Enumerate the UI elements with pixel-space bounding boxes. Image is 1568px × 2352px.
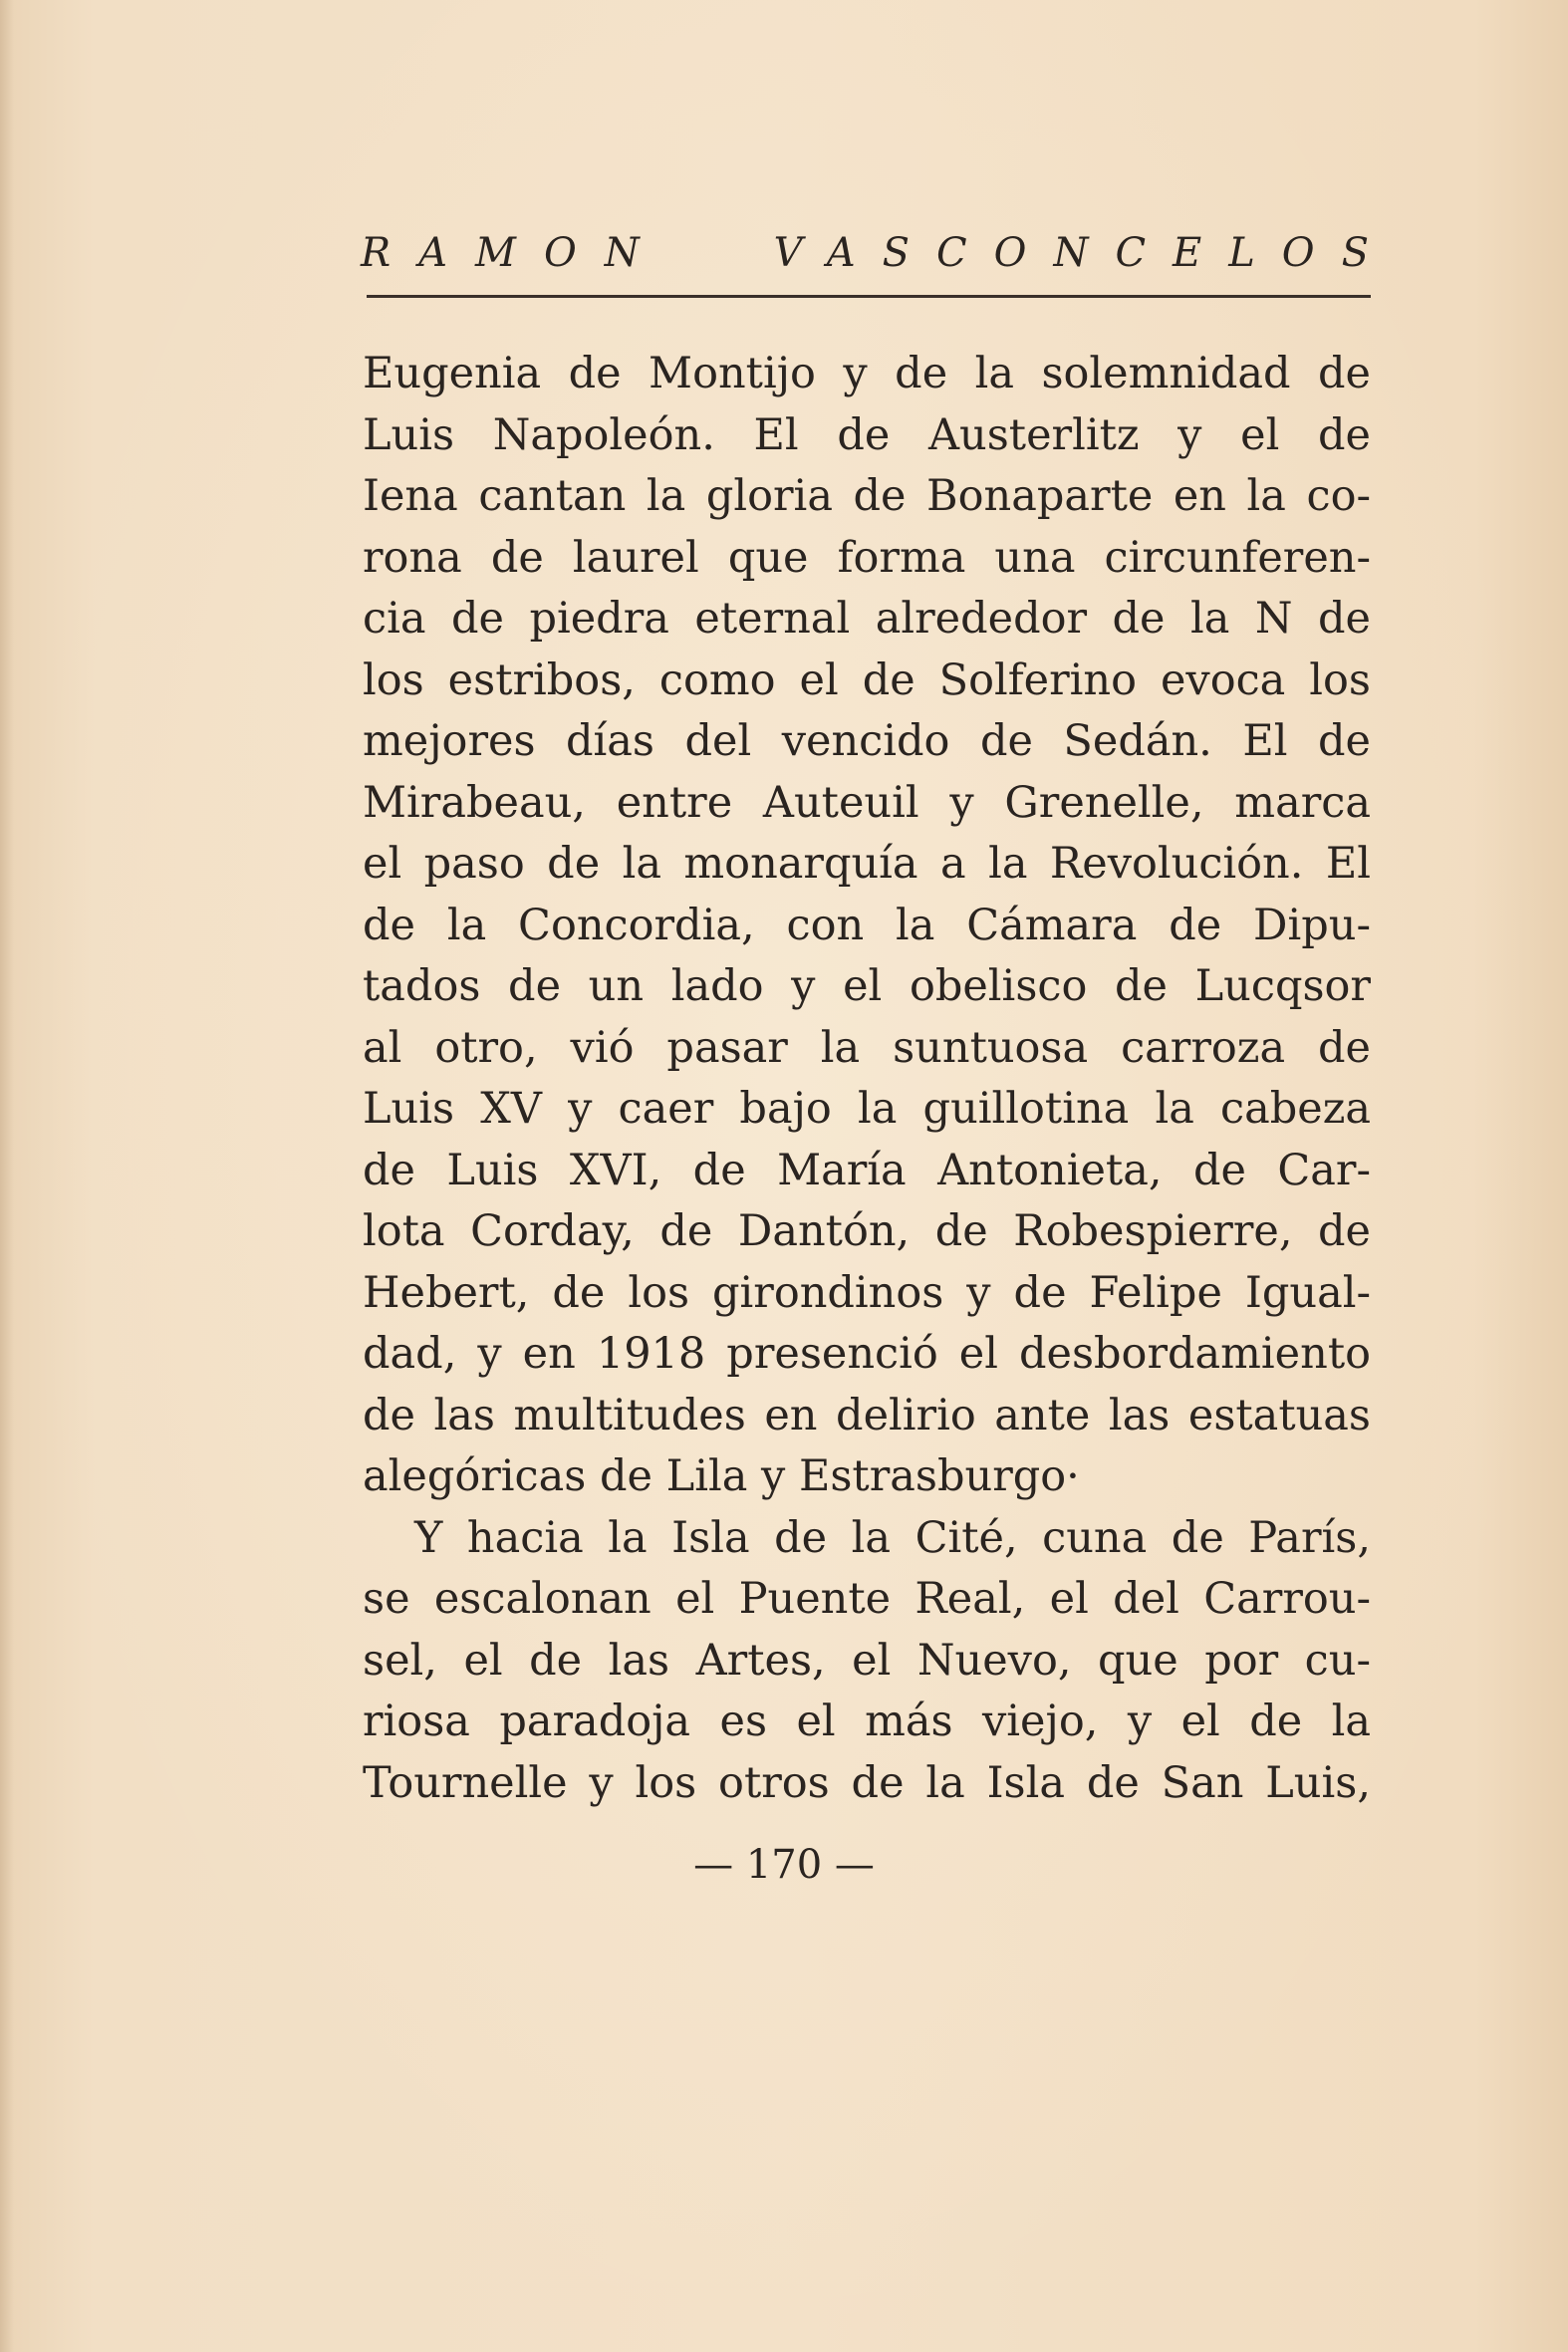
text-line-paragraph-start: Y hacia la Isla de la Cité, cuna de París, (414, 1512, 1371, 1563)
text-line: cia de piedra eternal alrededor de la N de (363, 594, 1371, 644)
text-line: Tournelle y los otros de la Isla de San Luis, (363, 1757, 1371, 1808)
text-line: lota Corday, de Dantón, de Robespierre, de (363, 1206, 1371, 1256)
body-text (363, 344, 1371, 1814)
text-line: los estribos, como el de Solferino evoca los (363, 654, 1371, 705)
text-line: de las multitudes en delirio ante las estatuas (363, 1390, 1371, 1440)
text-line: Mirabeau, entre Auteuil y Grenelle, marca (363, 777, 1371, 828)
text-line: el paso de la monarquía a la Revolución. El (363, 839, 1371, 889)
text-line: dad, y en 1918 presenció el desbordamiento (363, 1329, 1371, 1379)
text-line: se escalonan el Puente Real, el del Carrou- (363, 1574, 1371, 1624)
text-line: mejores días del vencido de Sedán. El de (363, 716, 1371, 766)
text-line: riosa paradoja es el más viejo, y el de la (363, 1697, 1371, 1746)
text-line: Eugenia de Montijo y de la solemnidad de (363, 349, 1371, 398)
text-line: al otro, vió pasar la suntuosa carroza de (363, 1022, 1371, 1073)
text-line: de la Concordia, con la Cámara de Dipu- (363, 900, 1371, 950)
text-line: rona de laurel que forma una circunferen- (363, 532, 1371, 583)
running-head-first-name: RAMON (361, 230, 667, 276)
text-line: sel, el de las Artes, el Nuevo, que por cu- (363, 1635, 1371, 1686)
text-line: Luis Napoleón. El de Austerlitz y el de (363, 409, 1371, 460)
text-line: tados de un lado y el obelisco de Lucqsor (363, 961, 1371, 1011)
header-rule (367, 295, 1371, 298)
running-head (361, 223, 1396, 283)
text-line-paragraph-end: alegóricas de Lila y Estrasburgo· (363, 1451, 1080, 1501)
page-number: — 170 — (693, 1842, 875, 1888)
text-line: Iena cantan la gloria de Bonaparte en la co- (363, 471, 1371, 521)
text-line: Luis XV y caer bajo la guillotina la cabeza (363, 1084, 1371, 1134)
text-line: Hebert, de los girondinos y de Felipe Igual- (363, 1267, 1371, 1318)
page-gutter-shadow (0, 0, 14, 2352)
text-line: de Luis XVI, de María Antonieta, de Car- (363, 1145, 1371, 1195)
running-head-last-name: VASCONCELOS (773, 230, 1396, 276)
